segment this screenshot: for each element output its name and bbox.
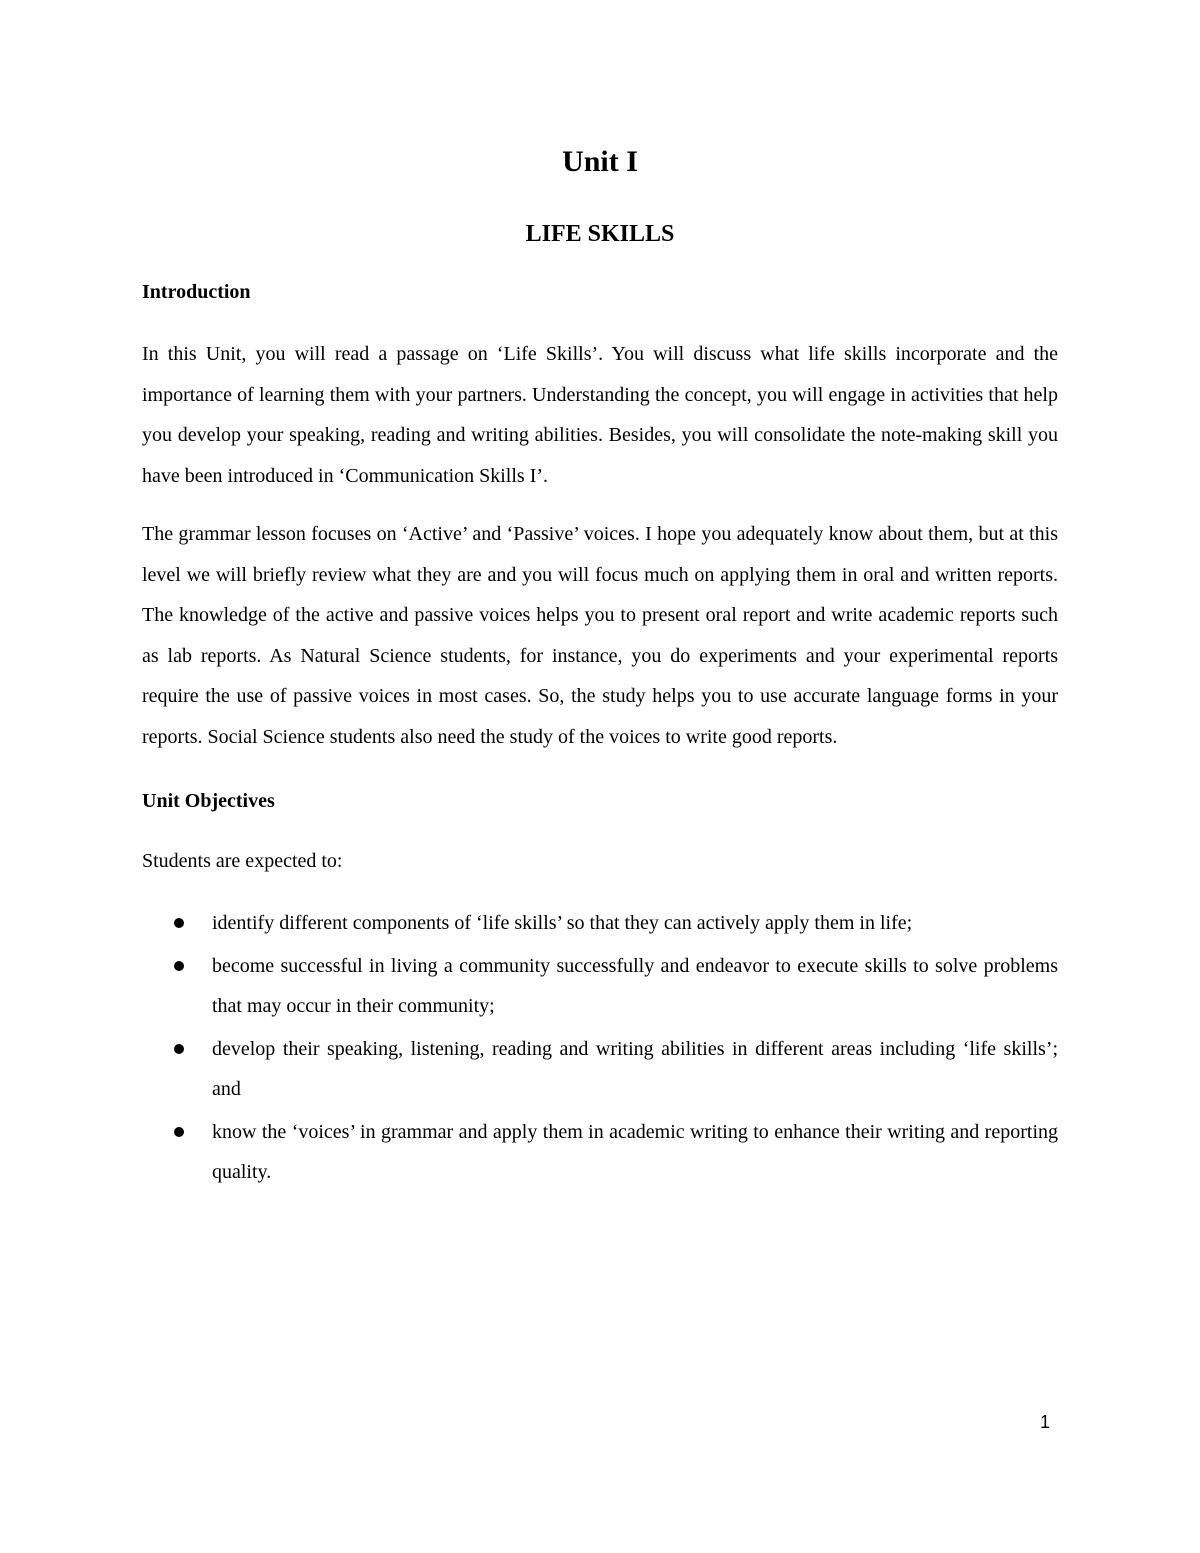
bullet-icon xyxy=(174,1127,184,1137)
bullet-icon xyxy=(174,961,184,971)
unit-title: Unit I xyxy=(562,145,638,178)
page-number: 1 xyxy=(1040,1412,1051,1432)
unit-subtitle: LIFE SKILLS xyxy=(525,221,675,247)
objective-item xyxy=(142,946,1058,1027)
objective-item xyxy=(142,903,1058,944)
grammar-paragraph: The grammar lesson focuses on ‘Active’ and ‘Passive’ voices. I hope you adequately know about them, but at this level we will briefly review what they are and you will focus much on applying them in oral and written reports. The knowledge of the active and passive voices helps you to present oral report and write academic reports such as lab reports. As Natural Science students, for instance, you do experiments and your experimental reports require the use of passive voices in most cases. So, the study helps you to use accurate language forms in your reports. Social Science students also need the study of the voices to write good reports. xyxy=(142,523,1058,748)
introduction-paragraph: In this Unit, you will read a passage on ‘Life Skills’. You will discuss what life skills incorporate and the importance of learning them with your partners. Understanding the concept, you will engage in activities that help you develop your speaking, reading and writing abilities. Besides, you will consolidate the note-making skill you have been introduced in ‘Communication Skills I’. xyxy=(142,343,1058,487)
objectives-heading: Unit Objectives xyxy=(142,790,275,812)
objectives-lead: Students are expected to: xyxy=(142,850,343,872)
objective-text: know the ‘voices’ in grammar and apply them in academic writing to enhance their writing and reporting quality. xyxy=(212,1120,1058,1183)
objective-text: develop their speaking, listening, reading and writing abilities in different areas including ‘life skills’; and xyxy=(212,1037,1058,1100)
objective-item xyxy=(142,1112,1058,1193)
bullet-icon xyxy=(174,918,184,928)
bullet-icon xyxy=(174,1044,184,1054)
objective-text: become successful in living a community successfully and endeavor to execute skills to solve problems that may occur in their community; xyxy=(212,954,1058,1017)
objectives-list xyxy=(142,903,1058,1193)
objective-item xyxy=(142,1029,1058,1110)
page-content xyxy=(142,138,1058,1195)
objective-text: identify different components of ‘life skills’ so that they can actively apply them in life; xyxy=(212,912,913,934)
introduction-heading: Introduction xyxy=(142,281,251,303)
